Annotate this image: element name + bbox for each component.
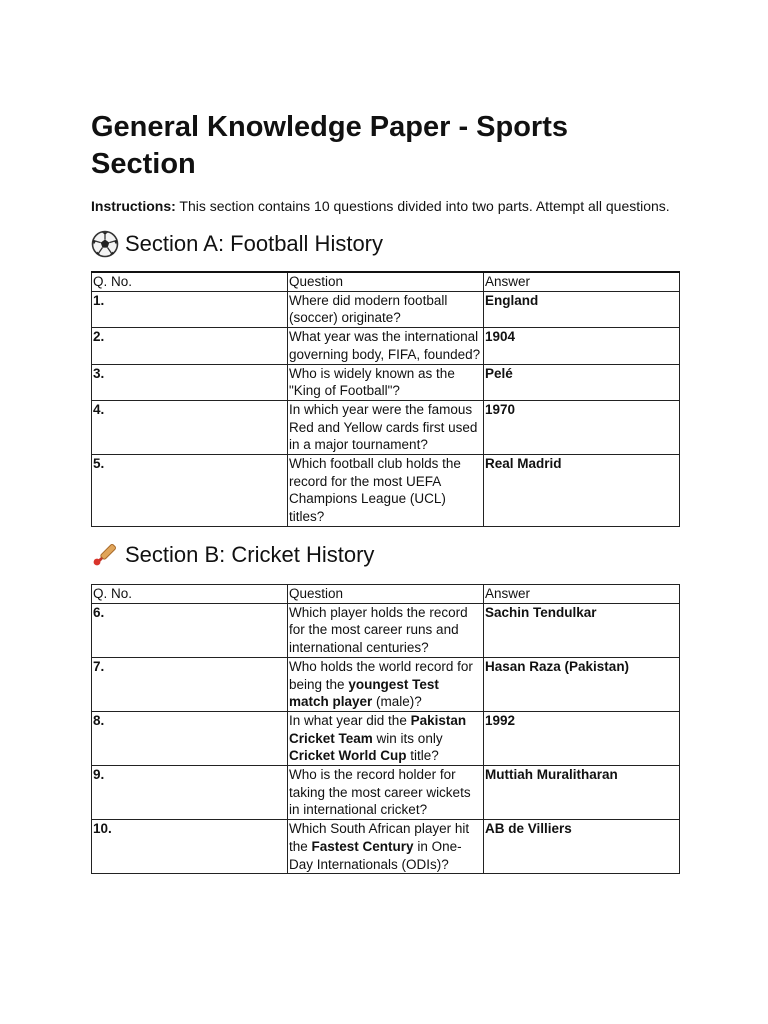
table-header-row <box>92 585 680 604</box>
question-text-part: in One-Day Internationals (ODIs)? <box>289 838 462 872</box>
section-b-heading-text: Section B: Cricket History <box>125 542 375 567</box>
question-text: Where did modern football (soccer) originate? <box>288 291 484 327</box>
answer-text: 1992 <box>484 711 680 765</box>
question-number: 1. <box>92 291 288 327</box>
instructions-text: This section contains 10 questions divided into two parts. Attempt all questions. <box>175 198 670 214</box>
table-row <box>92 657 680 711</box>
cricket-bat-icon <box>91 541 119 569</box>
question-text <box>288 657 484 711</box>
question-number: 10. <box>92 820 288 874</box>
question-emphasis: Fastest Century <box>311 838 414 854</box>
page-title: General Knowledge Paper - Sports Section <box>91 111 568 180</box>
answer-text: AB de Villiers <box>484 820 680 874</box>
header-question: Question <box>288 585 484 604</box>
header-question: Question <box>288 272 484 291</box>
question-text <box>288 711 484 765</box>
table-header-row <box>92 272 680 291</box>
answer-text: England <box>484 291 680 327</box>
table-row <box>92 711 680 765</box>
answer-text: Hasan Raza (Pakistan) <box>484 657 680 711</box>
header-qno: Q. No. <box>92 272 288 291</box>
football-table <box>91 271 680 527</box>
section-a-heading-text: Section A: Football History <box>125 231 384 256</box>
question-text: Which player holds the record for the most career runs and international centuries? <box>288 603 484 657</box>
question-number: 7. <box>92 657 288 711</box>
header-qno: Q. No. <box>92 585 288 604</box>
answer-text: Sachin Tendulkar <box>484 603 680 657</box>
table-row <box>92 455 680 527</box>
header-answer: Answer <box>484 272 680 291</box>
question-emphasis: youngest Test match player <box>289 676 439 710</box>
instructions-label: Instructions: <box>91 198 176 214</box>
question-emphasis: Cricket World Cup <box>289 748 407 764</box>
question-number: 3. <box>92 364 288 400</box>
answer-text: 1970 <box>484 400 680 454</box>
question-text-part: Who holds the world record for being the <box>289 658 473 692</box>
soccer-ball-icon <box>91 230 119 258</box>
answer-text: 1904 <box>484 328 680 364</box>
question-text: What year was the international governing body, FIFA, founded? <box>288 328 484 364</box>
table-row <box>92 766 680 820</box>
section-b-heading <box>91 541 374 569</box>
table-row <box>92 603 680 657</box>
header-answer: Answer <box>484 585 680 604</box>
instructions <box>91 197 670 215</box>
table-row <box>92 400 680 454</box>
question-text-part: title? <box>406 748 439 764</box>
question-text-part: In what year did the <box>289 712 411 728</box>
question-text: Which football club holds the record for the most UEFA Champions League (UCL) titles? <box>288 455 484 527</box>
question-text: In which year were the famous Red and Yellow cards first used in a major tournament? <box>288 400 484 454</box>
table-row <box>92 328 680 364</box>
section-a-heading <box>91 230 383 258</box>
question-text <box>288 820 484 874</box>
table-row <box>92 364 680 400</box>
answer-text: Muttiah Muralitharan <box>484 766 680 820</box>
table-row <box>92 291 680 327</box>
table-row <box>92 820 680 874</box>
answer-text: Real Madrid <box>484 455 680 527</box>
question-text: Who is widely known as the "King of Football"? <box>288 364 484 400</box>
question-number: 8. <box>92 711 288 765</box>
question-number: 2. <box>92 328 288 364</box>
question-number: 6. <box>92 603 288 657</box>
question-number: 9. <box>92 766 288 820</box>
question-text: Who is the record holder for taking the most career wickets in international cricket? <box>288 766 484 820</box>
question-text-part: Which South African player hit the <box>289 821 470 854</box>
question-number: 5. <box>92 455 288 527</box>
answer-text: Pelé <box>484 364 680 400</box>
question-text-part: (male)? <box>372 694 422 710</box>
question-number: 4. <box>92 400 288 454</box>
question-emphasis: Pakistan Cricket Team <box>289 712 467 746</box>
cricket-table <box>91 584 680 874</box>
question-text-part: win its only <box>372 730 443 746</box>
